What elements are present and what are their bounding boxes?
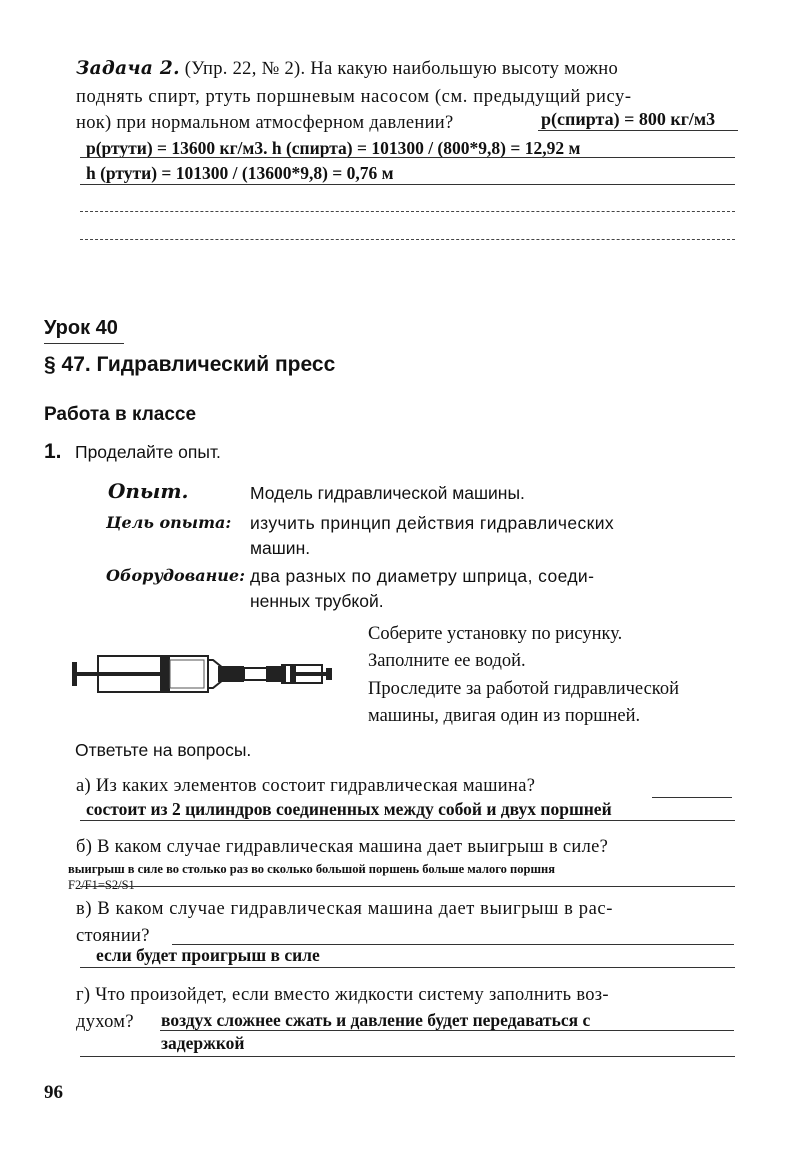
- question-v-line1: в) В каком случае гидравлическая машина дает выигрыш в рас-: [76, 899, 613, 919]
- instruction-1: Соберите установку по рисунку.: [368, 624, 623, 644]
- answer-line: [80, 886, 735, 887]
- answer-line: [160, 1030, 734, 1031]
- instruction-2: Заполните ее водой.: [368, 651, 526, 671]
- answer-b-line2: F2/F1=S2/S1: [68, 878, 135, 892]
- large-piston: [160, 656, 170, 692]
- piston-rod-large: [77, 672, 165, 676]
- piston-handle-large: [72, 662, 77, 686]
- item-text: Проделайте опыт.: [75, 442, 221, 462]
- section-title: § 47. Гидравлический пресс: [44, 353, 336, 376]
- equipment-line1: два разных по диаметру шприца, соеди-: [250, 566, 595, 586]
- equipment-label: Оборудование:: [106, 566, 245, 585]
- experiment-label: Опыт.: [108, 479, 189, 503]
- task2-answer3: h (ртути) = 101300 / (13600*9,8) = 0,76 м: [86, 163, 394, 183]
- task2-line3: нок) при нормальном атмосферном давлении?: [76, 113, 454, 133]
- question-b: б) В каком случае гидравлическая машина дает выигрыш в силе?: [76, 837, 609, 857]
- task2-answer1: р(спирта) = 800 кг/м3: [541, 109, 716, 129]
- answer-line: [652, 797, 732, 798]
- question-g-line1: г) Что произойдет, если вместо жидкости систему заполнить воз-: [76, 985, 609, 1005]
- experiment-text: Модель гидравлической машины.: [250, 483, 525, 503]
- question-g-line2: духом?: [76, 1012, 134, 1032]
- answer-line: [80, 1056, 735, 1057]
- lesson-underline: [44, 343, 124, 344]
- piston-handle-small: [326, 668, 332, 680]
- large-cylinder-liquid: [170, 660, 204, 688]
- task2-line1-text: (Упр. 22, № 2). На какую наибольшую высоту можно: [184, 59, 619, 79]
- equipment-line2: ненных трубкой.: [250, 591, 384, 611]
- connecting-tube-left: [218, 666, 244, 682]
- answer-line: [80, 820, 735, 821]
- questions-header: Ответьте на вопросы.: [75, 740, 252, 760]
- answer-line: [80, 211, 735, 212]
- task2-answer2: р(ртути) = 13600 кг/м3. h (спирта) = 101300 / (800*9,8) = 12,92 м: [86, 138, 581, 158]
- task2-line2: поднять спирт, ртуть поршневым насосом (см. предыдущий рису-: [76, 87, 632, 107]
- answer-b-line1: выигрыш в силе во столько раз во сколько большой поршень больше малого поршня: [68, 862, 555, 876]
- small-piston: [290, 665, 296, 683]
- hydraulic-machine-diagram: [68, 648, 338, 698]
- answer-g-line2: задержкой: [161, 1033, 245, 1053]
- instruction-4: машины, двигая один из поршней.: [368, 706, 641, 726]
- piston-rod-small: [296, 672, 328, 676]
- task2-label: Задача 2.: [76, 58, 180, 79]
- question-a: а) Из каких элементов состоит гидравлическая машина?: [76, 776, 536, 796]
- answer-line: [80, 967, 735, 968]
- task2-line1: [76, 58, 618, 80]
- answer-g-line1: воздух сложнее сжать и давление будет передаваться с: [161, 1010, 591, 1030]
- goal-line1: изучить принцип действия гидравлических: [250, 513, 615, 533]
- page-number: 96: [44, 1082, 63, 1103]
- item-number: 1.: [44, 440, 62, 463]
- goal-label: Цель опыта:: [106, 513, 232, 532]
- goal-line2: машин.: [250, 538, 311, 558]
- answer-line: [80, 239, 735, 240]
- answer-line: [80, 184, 735, 185]
- answer-line: [538, 130, 738, 131]
- question-v-line2: стоянии?: [76, 926, 150, 946]
- instruction-3: Проследите за работой гидравлической: [368, 679, 679, 699]
- answer-a: состоит из 2 цилиндров соединенных между собой и двух поршней: [86, 799, 612, 819]
- answer-v: если будет проигрыш в силе: [96, 945, 320, 965]
- subsection-title: Работа в классе: [44, 404, 197, 425]
- lesson-number: Урок 40: [44, 317, 118, 339]
- answer-line: [80, 157, 735, 158]
